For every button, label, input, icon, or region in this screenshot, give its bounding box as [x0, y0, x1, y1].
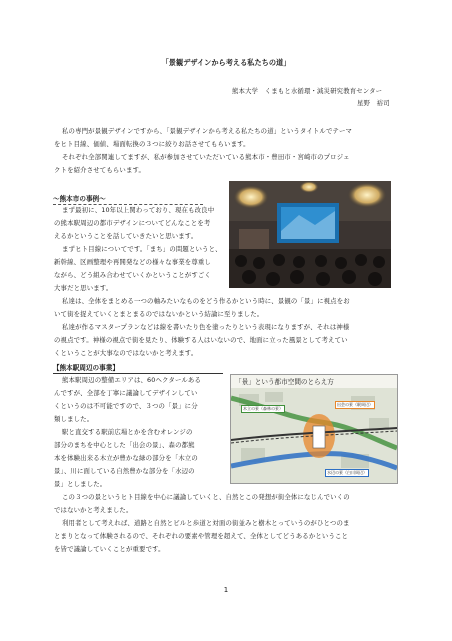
body-line: 利用者として考えれば、道路と自然とビルと歩道と対面の街並みと樹木とっていうのがひとつのま [62, 519, 350, 527]
body-line: 熊本駅周辺の整備エリアは、60ヘクタールある [62, 376, 201, 384]
figure-label-orange: 出会の景（駅周辺） [337, 402, 373, 407]
body-line: とまりとなって体験されるので、それぞれの要素や管理を超えて、全体としてどうあるかということ [54, 532, 349, 540]
body-line: くというのは不可能ですので、３つの「景」に分 [54, 402, 198, 410]
body-line: 類しました。 [54, 415, 94, 423]
page-title: 「景観デザインから考える私たちの道」 [161, 58, 291, 67]
author-name: 星野 裕司 [357, 99, 390, 107]
body-line: んですが、全部を丁寧に議論してデザインしてい [54, 389, 198, 397]
body-line: まず最初に、10年以上関わっており、現在も改良中 [62, 206, 215, 214]
body-line: 私達が作るマスタープランなどは線を書いたり色を塗ったりという表現になりますが、それは神様 [62, 323, 350, 331]
body-line: の熊本駅周辺の都市デザインについてどんなことを考 [54, 219, 211, 227]
intro-line: クトを紹介させてもらいます。 [54, 166, 146, 174]
body-line: 新幹線、区画整理や再開発などの様々な事業を尊重し [54, 258, 211, 266]
body-line: を皆で議論していくことが重要です。 [54, 545, 165, 553]
body-line: まずヒト目線についてです。「まち」の問題というと、 [62, 245, 222, 253]
intro-line: をヒト目線、価値、場面転換の３つに絞りお話させてもらいます。 [54, 140, 250, 148]
figure-caption: 「景」という都市空間のとらえ方 [235, 378, 334, 386]
body-line: くということが大事なのではないかと考えます。 [54, 349, 198, 357]
intro-line: それぞれ全部関連してますが、私が参加させていただいている熊本市・豊田市・宮崎市のプロジェ [62, 153, 350, 161]
author-affiliation: 熊本大学 くまもと水循環・減災研究教育センター [232, 87, 383, 95]
body-line: 駅と直交する駅前広場とかを含むオレンジの [62, 428, 193, 436]
body-line: の視点です。神様の視点で街を見たり、体験する人はいないので、地面に立った風景として考えてい [54, 336, 348, 344]
body-line: この３つの景というヒト目線を中心に議論していくと、自然とこの発想が街全体になじんでいくの [62, 493, 350, 501]
conference-photo [229, 181, 391, 288]
body-line: えるかということを話していきたいと思います。 [54, 232, 198, 240]
body-line: いて街を捉えていくとまとまるのではないかという結論に至りました。 [54, 310, 264, 318]
body-line: 私達は、全体をまとめる一つの軸みたいなものをどう作るかという時に、景観の「景」に視点をお [62, 297, 350, 305]
body-line: 景」としました。 [54, 480, 107, 488]
section-heading-station: 【熊本駅周辺の事業】 [53, 362, 223, 374]
body-line: ではないかと考えました。 [54, 506, 133, 514]
figure-label-blue: 水辺の景（白川周辺） [327, 470, 367, 475]
body-line: 部分のまちを中心とした「出会の景」、森の都熊 [54, 441, 195, 449]
body-line: 本を体験出来る木立が豊かな緑の部分を「木立の [54, 454, 198, 462]
urban-space-figure [230, 374, 398, 484]
intro-line: 私の専門が景観デザインですから、「景観デザインから考える私たちの道」というタイトルでテーマ [62, 127, 353, 135]
body-line: ながら、どう組み合わせていくかということがすごく [54, 271, 211, 279]
section-heading-kumamoto: ～熊本市の事例～ [53, 193, 203, 205]
body-line: 景」、川に面している自然豊かな部分を「水辺の [54, 467, 195, 475]
conference-photo-graphic [229, 181, 391, 288]
page-number: 1 [223, 586, 229, 594]
body-line: 大事だと思います。 [54, 284, 113, 292]
figure-label-green: 木立の景（森林の景） [243, 406, 283, 411]
